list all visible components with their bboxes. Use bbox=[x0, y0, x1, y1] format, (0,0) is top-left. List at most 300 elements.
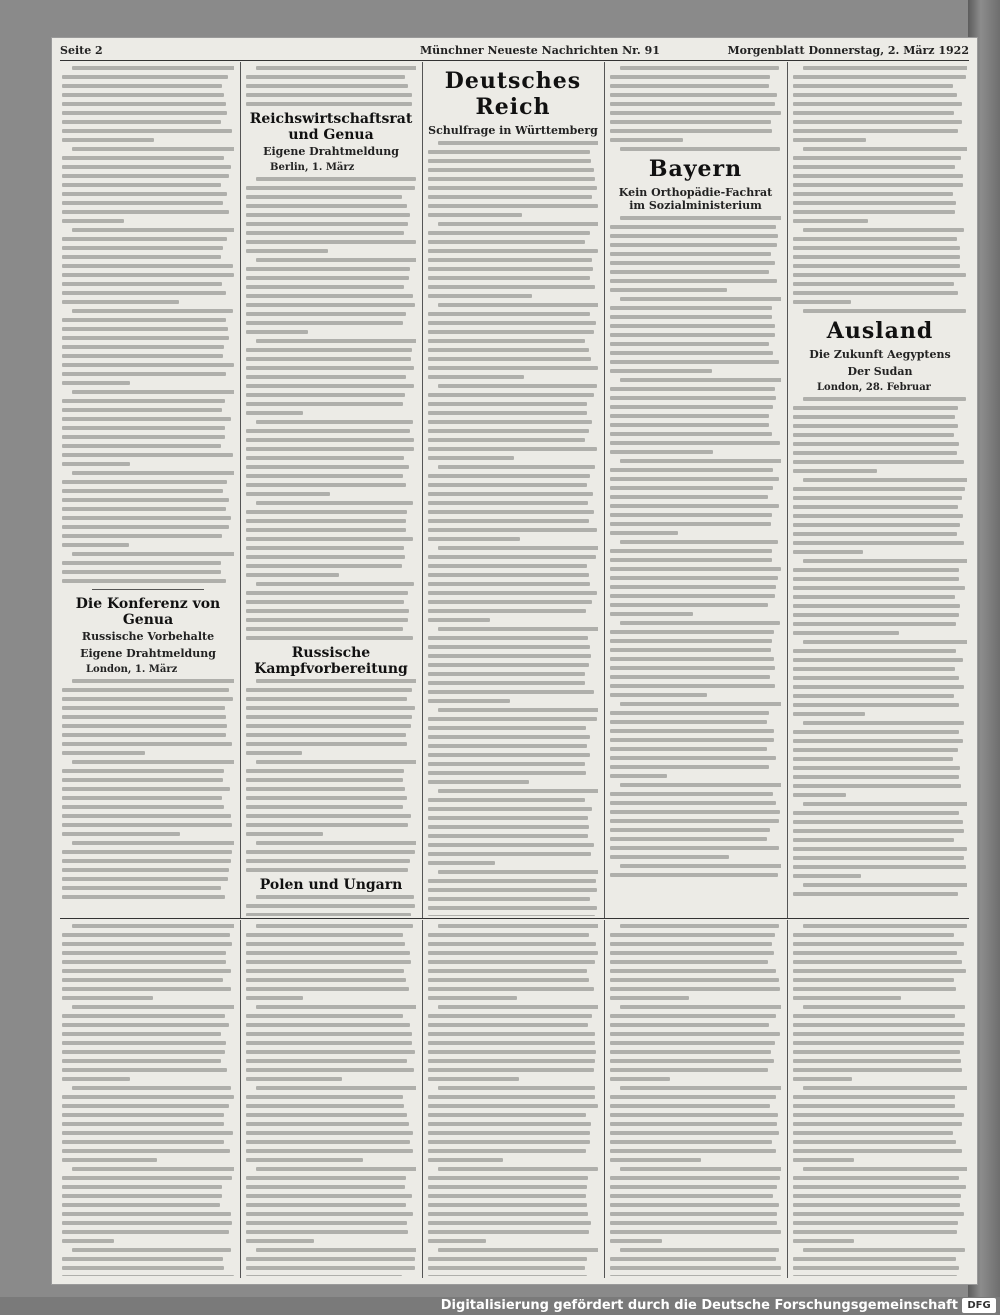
text-line bbox=[428, 1059, 595, 1063]
text-line bbox=[610, 531, 678, 535]
text-line bbox=[793, 793, 846, 797]
text-line bbox=[62, 796, 222, 800]
subheadline-orthopaedie: Kein Orthopädie-Fachrat im Sozialministerium bbox=[618, 186, 773, 212]
feuilleton-column-3 bbox=[428, 924, 598, 1276]
text-line bbox=[610, 504, 779, 508]
text-line bbox=[246, 1266, 415, 1270]
text-line bbox=[62, 1032, 221, 1036]
text-line bbox=[428, 1014, 592, 1018]
text-line bbox=[62, 933, 230, 937]
text-line bbox=[246, 366, 414, 370]
text-line bbox=[793, 1185, 966, 1189]
text-line bbox=[428, 699, 510, 703]
text-line bbox=[246, 823, 408, 827]
text-line bbox=[793, 1077, 852, 1081]
text-line bbox=[428, 573, 589, 577]
text-line bbox=[428, 348, 589, 352]
text-line bbox=[428, 159, 591, 163]
text-line bbox=[793, 264, 960, 268]
text-line bbox=[610, 933, 775, 937]
text-line bbox=[610, 1230, 781, 1234]
text-line bbox=[793, 685, 964, 689]
text-line bbox=[256, 501, 413, 505]
text-line bbox=[62, 156, 224, 160]
text-line bbox=[428, 1050, 596, 1054]
text-line bbox=[62, 706, 225, 710]
text-line bbox=[62, 1257, 223, 1261]
text-line bbox=[62, 444, 221, 448]
text-line bbox=[793, 219, 868, 223]
text-line bbox=[246, 231, 404, 235]
text-line bbox=[246, 987, 409, 991]
text-line bbox=[62, 850, 232, 854]
text-line bbox=[793, 856, 964, 860]
text-line bbox=[62, 960, 226, 964]
text-line bbox=[246, 213, 410, 217]
text-line bbox=[610, 558, 772, 562]
text-line bbox=[62, 787, 230, 791]
text-line bbox=[246, 510, 407, 514]
text-line bbox=[428, 1149, 586, 1153]
text-line bbox=[246, 859, 410, 863]
text-line bbox=[256, 679, 416, 683]
text-line bbox=[246, 688, 412, 692]
text-line bbox=[793, 951, 957, 955]
text-line bbox=[610, 111, 781, 115]
text-line bbox=[610, 1122, 777, 1126]
text-line bbox=[256, 339, 416, 343]
text-line bbox=[793, 1059, 961, 1063]
text-line bbox=[246, 276, 409, 280]
text-line bbox=[793, 1149, 962, 1153]
text-line bbox=[246, 1113, 407, 1117]
text-line bbox=[793, 766, 960, 770]
text-line bbox=[62, 345, 224, 349]
subheadline-sudan: Der Sudan bbox=[847, 365, 913, 378]
text-line bbox=[793, 1212, 964, 1216]
text-line bbox=[428, 762, 585, 766]
text-line bbox=[246, 267, 410, 271]
text-line bbox=[62, 570, 221, 574]
text-line bbox=[428, 1068, 594, 1072]
article-divider bbox=[92, 589, 204, 590]
text-line bbox=[62, 192, 227, 196]
text-line bbox=[793, 424, 958, 428]
text-line bbox=[793, 174, 963, 178]
text-line bbox=[246, 447, 414, 451]
text-line bbox=[246, 1257, 415, 1261]
feuilleton-rule bbox=[60, 918, 969, 919]
dateline-berlin: Berlin, 1. März bbox=[270, 162, 355, 173]
column-divider bbox=[787, 920, 788, 1278]
text-line bbox=[256, 258, 416, 262]
subheadline-aegypten: Die Zukunft Aegyptens bbox=[809, 348, 951, 361]
text-line bbox=[610, 270, 769, 274]
text-line bbox=[62, 237, 227, 241]
text-line bbox=[428, 393, 594, 397]
page-header bbox=[60, 44, 969, 60]
text-line bbox=[62, 987, 231, 991]
text-line bbox=[428, 429, 589, 433]
text-line bbox=[246, 249, 328, 253]
text-line bbox=[793, 1104, 955, 1108]
dfg-logo: DFG bbox=[962, 1298, 996, 1313]
edition-date: Morgenblatt Donnerstag, 2. März 1922 bbox=[727, 44, 969, 57]
text-line bbox=[246, 591, 408, 595]
text-line bbox=[428, 816, 588, 820]
text-line bbox=[793, 138, 866, 142]
text-line bbox=[793, 1095, 955, 1099]
text-line bbox=[793, 933, 954, 937]
headline-wirtschaftsrat: Reichswirtschaftsrat und Genua bbox=[249, 111, 413, 143]
text-line bbox=[428, 339, 585, 343]
text-line bbox=[610, 1194, 773, 1198]
text-line bbox=[428, 717, 597, 721]
text-line bbox=[620, 147, 779, 151]
text-line bbox=[803, 66, 967, 70]
text-line bbox=[438, 1248, 598, 1252]
text-line bbox=[793, 829, 964, 833]
text-line bbox=[62, 1203, 220, 1207]
text-line bbox=[428, 312, 590, 316]
text-line bbox=[62, 435, 225, 439]
text-line bbox=[428, 987, 594, 991]
text-line bbox=[246, 240, 416, 244]
text-line bbox=[62, 1140, 224, 1144]
text-line bbox=[610, 495, 768, 499]
subheadline-wirtschaftsrat: Eigene Drahtmeldung bbox=[263, 145, 399, 158]
text-line bbox=[793, 415, 955, 419]
text-line bbox=[610, 684, 775, 688]
masthead: Münchner Neueste Nachrichten Nr. 91 bbox=[420, 44, 660, 57]
text-line bbox=[428, 492, 593, 496]
text-line bbox=[438, 222, 598, 226]
text-line bbox=[62, 219, 124, 223]
text-line bbox=[246, 285, 404, 289]
text-line bbox=[246, 1149, 413, 1153]
text-line bbox=[246, 438, 414, 442]
column-divider bbox=[604, 920, 605, 1278]
text-line bbox=[246, 942, 405, 946]
text-line bbox=[246, 102, 412, 106]
text-line bbox=[246, 1185, 405, 1189]
text-line bbox=[428, 1194, 586, 1198]
text-line bbox=[793, 210, 955, 214]
text-line bbox=[793, 1050, 960, 1054]
text-line bbox=[428, 654, 591, 658]
text-line bbox=[428, 1158, 503, 1162]
text-line bbox=[428, 1230, 589, 1234]
text-line bbox=[256, 66, 416, 70]
text-line bbox=[62, 426, 225, 430]
text-line bbox=[256, 841, 416, 845]
headline-deutsches-reich: Deutsches Reich bbox=[444, 68, 582, 120]
text-line bbox=[610, 855, 729, 859]
text-line bbox=[620, 540, 778, 544]
text-line bbox=[793, 969, 966, 973]
text-line bbox=[793, 622, 956, 626]
text-line bbox=[438, 1167, 598, 1171]
text-line bbox=[428, 906, 597, 910]
column-divider bbox=[787, 62, 788, 918]
text-line bbox=[610, 477, 779, 481]
text-line bbox=[610, 747, 767, 751]
subheadline-drahtmeldung: Eigene Drahtmeldung bbox=[80, 647, 216, 660]
text-line bbox=[246, 751, 302, 755]
text-line bbox=[793, 102, 962, 106]
column-3 bbox=[428, 66, 598, 916]
text-line bbox=[610, 1140, 772, 1144]
text-line bbox=[428, 915, 595, 916]
text-line bbox=[428, 807, 592, 811]
text-line bbox=[428, 204, 598, 208]
text-line bbox=[62, 769, 224, 773]
text-line bbox=[62, 408, 222, 412]
text-line bbox=[256, 420, 413, 424]
text-line bbox=[62, 1122, 224, 1126]
text-line bbox=[62, 498, 229, 502]
text-line bbox=[246, 456, 404, 460]
text-line bbox=[428, 690, 594, 694]
column-1 bbox=[62, 66, 234, 916]
text-line bbox=[438, 708, 598, 712]
text-line bbox=[793, 129, 958, 133]
text-line bbox=[62, 832, 180, 836]
text-line bbox=[62, 724, 227, 728]
text-line bbox=[428, 942, 596, 946]
text-line bbox=[62, 381, 130, 385]
text-line bbox=[246, 733, 406, 737]
text-line bbox=[246, 1176, 406, 1180]
text-line bbox=[610, 1203, 779, 1207]
text-line bbox=[610, 405, 773, 409]
text-line bbox=[793, 496, 962, 500]
text-line bbox=[428, 402, 587, 406]
text-line bbox=[62, 489, 223, 493]
text-line bbox=[246, 814, 411, 818]
text-line bbox=[610, 288, 727, 292]
text-line bbox=[610, 675, 770, 679]
text-line bbox=[246, 564, 402, 568]
text-line bbox=[610, 792, 773, 796]
text-line bbox=[72, 760, 234, 764]
text-line bbox=[428, 168, 594, 172]
text-line bbox=[793, 505, 958, 509]
text-line bbox=[620, 1005, 781, 1009]
text-line bbox=[428, 1113, 586, 1117]
text-line bbox=[246, 1122, 409, 1126]
text-line bbox=[428, 456, 514, 460]
text-line bbox=[246, 573, 339, 577]
text-line bbox=[62, 1131, 233, 1135]
text-line bbox=[793, 165, 955, 169]
text-line bbox=[246, 384, 414, 388]
text-line bbox=[438, 789, 598, 793]
text-line bbox=[246, 796, 407, 800]
text-line bbox=[246, 969, 404, 973]
text-line bbox=[610, 369, 712, 373]
feuilleton-column-2 bbox=[246, 924, 416, 1276]
text-line bbox=[610, 324, 775, 328]
text-line bbox=[62, 1275, 234, 1276]
text-line bbox=[793, 978, 954, 982]
text-line bbox=[246, 528, 406, 532]
text-line bbox=[246, 778, 403, 782]
text-line bbox=[246, 1059, 407, 1063]
text-line bbox=[793, 183, 963, 187]
text-line bbox=[246, 1131, 413, 1135]
text-line bbox=[610, 657, 774, 661]
text-line bbox=[62, 1149, 230, 1153]
column-divider bbox=[604, 62, 605, 918]
text-line bbox=[610, 837, 767, 841]
text-line bbox=[62, 138, 154, 142]
text-line bbox=[62, 859, 231, 863]
text-line bbox=[793, 676, 959, 680]
text-line bbox=[610, 612, 693, 616]
text-line bbox=[793, 712, 865, 716]
text-line bbox=[428, 618, 490, 622]
text-line bbox=[438, 141, 598, 145]
text-line bbox=[72, 841, 234, 845]
text-line bbox=[62, 516, 231, 520]
text-line bbox=[62, 978, 223, 982]
text-line bbox=[793, 1113, 964, 1117]
text-line bbox=[62, 264, 233, 268]
text-line bbox=[428, 501, 588, 505]
text-line bbox=[62, 742, 232, 746]
text-line bbox=[610, 594, 775, 598]
text-line bbox=[438, 870, 598, 874]
text-line bbox=[62, 453, 233, 457]
text-line bbox=[610, 1032, 780, 1036]
text-line bbox=[610, 351, 773, 355]
text-line bbox=[72, 1248, 230, 1252]
text-line bbox=[428, 1239, 486, 1243]
text-line bbox=[793, 1023, 965, 1027]
text-line bbox=[610, 720, 767, 724]
text-line bbox=[610, 1149, 776, 1153]
text-line bbox=[610, 576, 778, 580]
text-line bbox=[610, 1239, 662, 1243]
text-line bbox=[72, 309, 233, 313]
text-line bbox=[610, 756, 776, 760]
text-line bbox=[246, 850, 415, 854]
text-line bbox=[62, 1041, 226, 1045]
text-line bbox=[246, 330, 308, 334]
text-line bbox=[62, 174, 229, 178]
text-line bbox=[428, 276, 590, 280]
text-line bbox=[62, 996, 153, 1000]
text-line bbox=[793, 996, 901, 1000]
dateline-london-feb: London, 28. Februar bbox=[817, 382, 931, 393]
text-line bbox=[610, 396, 776, 400]
text-line bbox=[428, 1077, 519, 1081]
text-line bbox=[72, 147, 234, 151]
text-line bbox=[793, 84, 953, 88]
text-line bbox=[610, 693, 707, 697]
text-line bbox=[62, 93, 224, 97]
text-line bbox=[428, 258, 592, 262]
text-line bbox=[428, 825, 589, 829]
text-line bbox=[246, 84, 408, 88]
text-line bbox=[793, 775, 959, 779]
text-line bbox=[610, 996, 689, 1000]
text-line bbox=[428, 771, 586, 775]
text-line bbox=[62, 129, 232, 133]
text-line bbox=[438, 924, 598, 928]
text-line bbox=[62, 823, 232, 827]
text-line bbox=[246, 868, 408, 872]
text-line bbox=[428, 1176, 588, 1180]
text-line bbox=[246, 805, 403, 809]
text-line bbox=[246, 1203, 406, 1207]
text-line bbox=[620, 783, 781, 787]
text-line bbox=[428, 1221, 591, 1225]
text-line bbox=[256, 1005, 416, 1009]
text-line bbox=[610, 585, 776, 589]
text-line bbox=[428, 510, 594, 514]
text-line bbox=[246, 769, 404, 773]
text-line bbox=[620, 66, 778, 70]
text-line bbox=[428, 1203, 587, 1207]
text-line bbox=[428, 852, 591, 856]
text-line bbox=[428, 933, 589, 937]
text-line bbox=[610, 846, 779, 850]
text-line bbox=[438, 465, 595, 469]
text-line bbox=[246, 1239, 314, 1243]
text-line bbox=[793, 586, 965, 590]
text-line bbox=[428, 969, 587, 973]
text-line bbox=[428, 591, 597, 595]
text-line bbox=[62, 291, 226, 295]
text-line bbox=[610, 414, 769, 418]
text-line bbox=[62, 733, 226, 737]
text-line bbox=[620, 216, 781, 220]
text-line bbox=[246, 222, 408, 226]
text-line bbox=[62, 1068, 227, 1072]
text-line bbox=[246, 402, 403, 406]
text-line bbox=[256, 177, 416, 181]
text-line bbox=[246, 832, 323, 836]
text-line bbox=[428, 357, 591, 361]
text-line bbox=[62, 877, 228, 881]
text-line bbox=[793, 75, 966, 79]
text-line bbox=[62, 318, 226, 322]
text-line bbox=[620, 1248, 779, 1252]
text-line bbox=[62, 895, 225, 899]
text-line bbox=[246, 1032, 412, 1036]
text-line bbox=[62, 1185, 222, 1189]
text-line bbox=[428, 240, 585, 244]
text-line bbox=[246, 1140, 410, 1144]
column-4 bbox=[610, 66, 781, 916]
text-line bbox=[610, 666, 775, 670]
text-line bbox=[428, 726, 586, 730]
text-line bbox=[256, 1167, 416, 1171]
text-line bbox=[620, 459, 781, 463]
text-line bbox=[62, 805, 224, 809]
text-line bbox=[610, 648, 771, 652]
text-line bbox=[793, 237, 957, 241]
text-line bbox=[428, 177, 595, 181]
text-line bbox=[620, 1167, 781, 1171]
text-line bbox=[246, 960, 411, 964]
text-line bbox=[793, 469, 877, 473]
text-line bbox=[803, 147, 967, 151]
text-line bbox=[428, 1122, 591, 1126]
text-line bbox=[246, 1041, 412, 1045]
